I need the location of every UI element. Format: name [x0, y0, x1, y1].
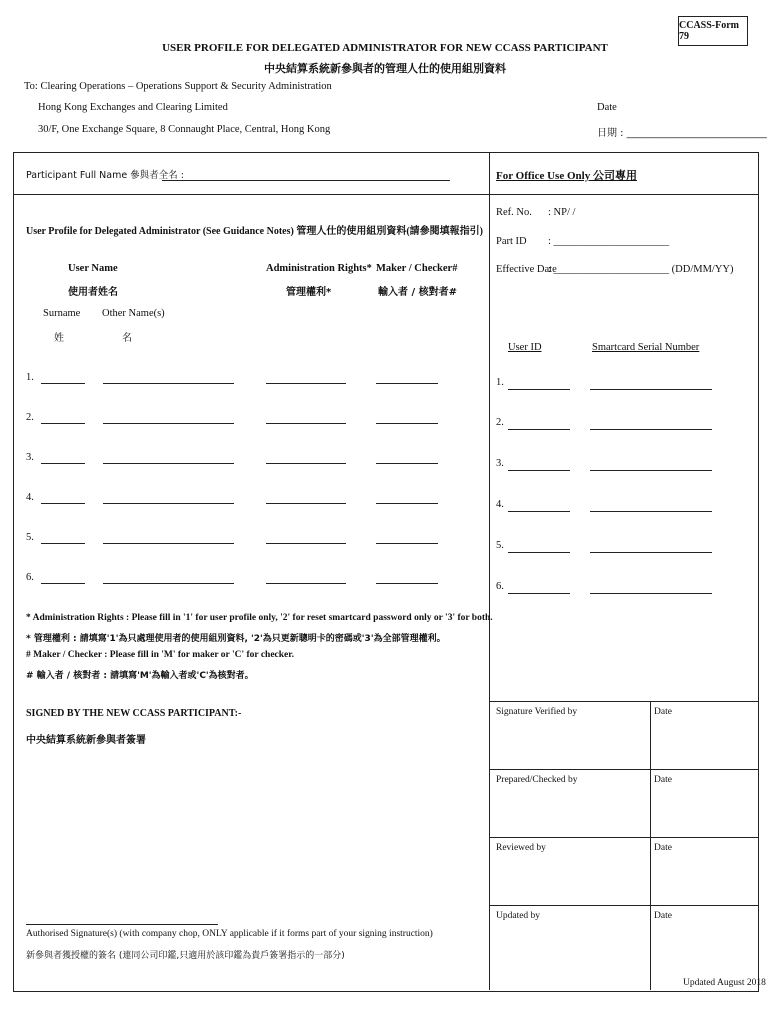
effective-date-label: Effective Date: [496, 264, 557, 275]
smartcard-field[interactable]: [590, 470, 712, 471]
form-frame: [13, 152, 759, 992]
office-box-top: [489, 701, 758, 702]
address-line-2: 30/F, One Exchange Square, 8 Connaught Place, Central, Hong Kong: [38, 124, 331, 135]
office-box-divider-1: [489, 769, 758, 770]
office-date-label: Date: [654, 911, 672, 921]
maker-checker-field[interactable]: [376, 463, 438, 464]
user-id-field[interactable]: [508, 429, 570, 430]
row-number: 1.: [496, 377, 504, 388]
admin-rights-field[interactable]: [266, 383, 346, 384]
form-number: CCASS-Form 79: [679, 20, 739, 42]
ref-no-value: : NP/ /: [548, 207, 576, 218]
office-box-divider-3: [489, 905, 758, 906]
signed-label: SIGNED BY THE NEW CCASS PARTICIPANT:-: [26, 708, 242, 719]
note-maker-checker-en: # Maker / Checker : Please fill in 'M' for maker or 'C' for checker.: [26, 650, 294, 660]
admin-rights-field[interactable]: [266, 463, 346, 464]
col-maker-checker-zh: 輸入者 / 核對者#: [378, 287, 457, 298]
row-number: 3.: [26, 452, 34, 463]
maker-checker-field[interactable]: [376, 503, 438, 504]
smartcard-field[interactable]: [590, 593, 712, 594]
office-box-mid-divider: [650, 701, 651, 990]
surname-field[interactable]: [41, 503, 85, 504]
row-number: 5.: [496, 540, 504, 551]
office-date-label: Date: [654, 843, 672, 853]
surname-field[interactable]: [41, 583, 85, 584]
prepared-checked-label: Prepared/Checked by: [496, 775, 578, 785]
reviewed-by-label: Reviewed by: [496, 843, 546, 853]
col-admin-rights-zh: 管理權利*: [286, 287, 332, 298]
other-names-field[interactable]: [103, 583, 234, 584]
smartcard-field[interactable]: [590, 552, 712, 553]
row-number: 6.: [26, 572, 34, 583]
signed-label-zh: 中央結算系統新參與者簽署: [26, 735, 146, 746]
address-line-1: Hong Kong Exchanges and Clearing Limited: [38, 102, 228, 113]
authorised-signature-label: Authorised Signature(s) (with company chop, ONLY applicable if it forms part of your signing instruction): [26, 929, 433, 939]
col-maker-checker: Maker / Checker#: [376, 263, 458, 274]
user-id-field[interactable]: [508, 389, 570, 390]
surname-field[interactable]: [41, 423, 85, 424]
user-id-field[interactable]: [508, 470, 570, 471]
smartcard-field[interactable]: [590, 511, 712, 512]
office-date-label: Date: [654, 775, 672, 785]
form-title-zh: 中央結算系統新參與者的管理人仕的使用組別資料: [264, 62, 506, 75]
maker-checker-field[interactable]: [376, 583, 438, 584]
office-date-label: Date: [654, 707, 672, 717]
user-id-field[interactable]: [508, 552, 570, 553]
col-surname: Surname: [43, 308, 81, 319]
row-number: 2.: [26, 412, 34, 423]
col-user-name: User Name: [68, 263, 118, 274]
date-field[interactable]: 日期 : ____________________________: [597, 128, 767, 139]
part-id-field[interactable]: : ______________________: [548, 236, 670, 247]
other-names-field[interactable]: [103, 543, 234, 544]
authorised-signature-label-zh: 新參與者獲授權的簽名 (連同公司印鑑,只適用於該印鑑為貴戶簽署指示的一部分): [26, 951, 345, 961]
admin-rights-field[interactable]: [266, 423, 346, 424]
other-names-field[interactable]: [103, 463, 234, 464]
effective-date-field[interactable]: : ______________________ (DD/MM/YY): [548, 264, 734, 275]
participant-name-label: Participant Full Name 參與者全名 :: [26, 170, 184, 181]
form-title-en: USER PROFILE FOR DELEGATED ADMINISTRATOR FOR NEW CCASS PARTICIPANT: [162, 42, 608, 54]
surname-field[interactable]: [41, 463, 85, 464]
row-number: 4.: [26, 492, 34, 503]
smartcard-field[interactable]: [590, 429, 712, 430]
maker-checker-field[interactable]: [376, 423, 438, 424]
participant-name-field[interactable]: [162, 180, 450, 181]
user-id-field[interactable]: [508, 511, 570, 512]
admin-rights-field[interactable]: [266, 583, 346, 584]
col-admin-rights: Administration Rights*: [266, 263, 372, 274]
header-row-divider: [13, 194, 758, 195]
other-names-field[interactable]: [103, 503, 234, 504]
col-surname-zh: 姓: [54, 333, 64, 344]
user-profile-heading: User Profile for Delegated Administrator (See Guidance Notes) 管理人仕的使用組別資料(請參閱填報指引): [26, 226, 483, 237]
other-names-field[interactable]: [103, 383, 234, 384]
admin-rights-field[interactable]: [266, 503, 346, 504]
part-id-label: Part ID: [496, 236, 527, 247]
signature-verified-label: Signature Verified by: [496, 707, 578, 717]
col-smartcard: Smartcard Serial Number: [592, 342, 700, 353]
row-number: 6.: [496, 581, 504, 592]
other-names-field[interactable]: [103, 423, 234, 424]
surname-field[interactable]: [41, 543, 85, 544]
surname-field[interactable]: [41, 383, 85, 384]
col-user-id: User ID: [508, 342, 542, 353]
date-label: Date: [597, 102, 617, 113]
note-admin-rights-en: * Administration Rights : Please fill in '1' for user profile only, '2' for reset smartcard password only or '3' for both.: [26, 613, 493, 623]
updated-by-label: Updated by: [496, 911, 541, 921]
ref-no-label: Ref. No.: [496, 207, 532, 218]
authorised-signature-line[interactable]: [26, 924, 218, 925]
row-number: 5.: [26, 532, 34, 543]
admin-rights-field[interactable]: [266, 543, 346, 544]
note-maker-checker-zh: # 輸入者 / 核對者 : 請填寫'M'為輸入者或'C'為核對者。: [26, 671, 254, 681]
row-number: 1.: [26, 372, 34, 383]
smartcard-field[interactable]: [590, 389, 712, 390]
maker-checker-field[interactable]: [376, 543, 438, 544]
row-number: 2.: [496, 417, 504, 428]
note-admin-rights-zh: * 管理權利 : 請填寫'1'為只處理使用者的使用組別資料, '2'為只更新聰明卡的密碼或'3'為全部管理權利。: [26, 634, 446, 644]
maker-checker-field[interactable]: [376, 383, 438, 384]
col-user-name-zh: 使用者姓名: [68, 287, 118, 298]
row-number: 4.: [496, 499, 504, 510]
user-id-field[interactable]: [508, 593, 570, 594]
row-number: 3.: [496, 458, 504, 469]
office-box-divider-2: [489, 837, 758, 838]
updated-date: Updated August 2018: [683, 978, 766, 988]
col-other-names: Other Name(s): [102, 308, 165, 319]
to-line: To: Clearing Operations – Operations Support & Security Administration: [24, 81, 332, 92]
office-use-label: For Office Use Only 公司專用: [496, 170, 637, 182]
col-other-names-zh: 名: [122, 333, 132, 344]
frame-divider: [489, 152, 490, 990]
